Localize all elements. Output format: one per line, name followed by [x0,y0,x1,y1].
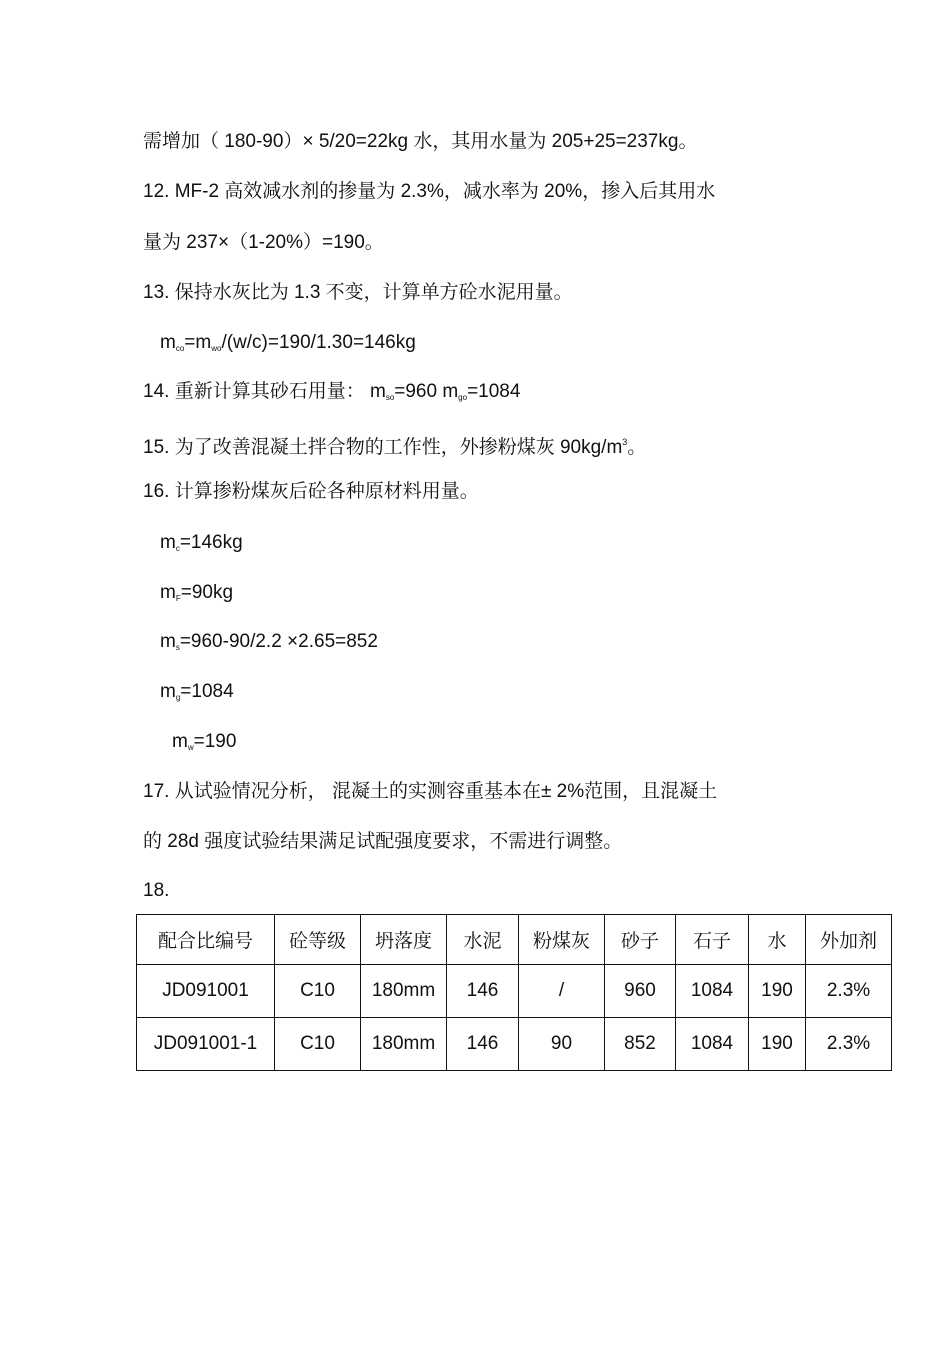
text-line: 需增加（ 180-90）× 5/20=22kg 水，其用水量为 205+25=237kg。 [143,131,698,152]
formula-text: m [160,332,176,353]
subscript: g [175,693,181,702]
table-cell: 146 [447,1018,519,1071]
table-cell: 2.3% [806,1018,892,1071]
header-fly-ash: 粉煤灰 [519,915,605,965]
formula-text: =90kg [180,582,234,603]
table-cell: 180mm [361,1018,447,1071]
line-text: 14. 重新计算其砂石用量： m [143,381,386,402]
table-cell: 852 [605,1018,676,1071]
header-mix-id: 配合比编号 [137,915,275,965]
table-cell: 190 [749,1018,806,1071]
formula-text: =146kg [179,532,243,553]
subscript: c [175,544,180,553]
formula-text: =960-90/2.2 ×2.65=852 [179,631,378,652]
text-line: 量为 237×（1-20%）=190。 [143,232,384,253]
formula-text: =m [184,332,212,353]
formula-text: =190 [193,731,237,752]
header-concrete-grade: 砼等级 [275,915,361,965]
formula-text: m [160,681,176,702]
table-cell: JD091001 [137,965,275,1018]
header-slump: 坍落度 [361,915,447,965]
table-cell: 1084 [676,965,749,1018]
formula-text: /(w/c)=190/1.30=146kg [221,332,416,353]
text-line [143,431,646,459]
table-cell: / [519,965,605,1018]
line-text: =960 m [394,381,459,402]
table-cell: 90 [519,1018,605,1071]
formula-line [172,731,236,759]
table-header-row [137,915,892,965]
table-cell: 180mm [361,965,447,1018]
subscript: F [175,594,181,603]
formula-text: m [160,582,176,603]
table-cell: 1084 [676,1018,749,1071]
table-row [137,965,892,1018]
text-line: 12. MF-2 高效减水剂的掺量为 2.3%，减水率为 20%，掺入后其用水 [143,181,716,202]
subscript: co [175,344,185,353]
text-line: 的 28d 强度试验结果满足试配强度要求，不需进行调整。 [143,831,623,852]
formula-line [160,681,234,709]
header-stone: 石子 [676,915,749,965]
text-line: 18. [143,880,170,901]
table-cell: 146 [447,965,519,1018]
header-admixture: 外加剂 [806,915,892,965]
table-row [137,1018,892,1071]
formula-text: m [160,631,176,652]
subscript: so [385,393,395,402]
formula-line [160,631,378,659]
text-line: 13. 保持水灰比为 1.3 不变，计算单方砼水泥用量。 [143,282,573,303]
formula-line [160,582,233,610]
header-cement: 水泥 [447,915,519,965]
subscript: wo [211,344,222,353]
subscript: s [175,643,180,652]
header-water: 水 [749,915,806,965]
table-cell: 2.3% [806,965,892,1018]
text-line: 17. 从试验情况分析， 混凝土的实测容重基本在± 2%范围，且混凝土 [143,781,718,802]
line-text: =1084 [467,381,521,402]
table-cell: C10 [275,965,361,1018]
formula-text: m [172,731,188,752]
formula-text: =1084 [180,681,234,702]
subscript: w [187,743,194,752]
text-line [143,381,520,409]
superscript: 3 [622,437,628,447]
header-sand: 砂子 [605,915,676,965]
formula-line [160,332,416,360]
table-cell: 960 [605,965,676,1018]
table-cell: C10 [275,1018,361,1071]
subscript: go [458,393,468,402]
formula-text: m [160,532,176,553]
mix-proportion-table [136,914,892,1071]
formula-line [160,532,243,560]
text-line: 16. 计算掺粉煤灰后砼各种原材料用量。 [143,481,479,502]
table-cell: 190 [749,965,806,1018]
line-text: 。 [627,437,647,458]
table-cell: JD091001-1 [137,1018,275,1071]
line-text: 15. 为了改善混凝土拌合物的工作性，外掺粉煤灰 90kg/m [143,437,623,458]
